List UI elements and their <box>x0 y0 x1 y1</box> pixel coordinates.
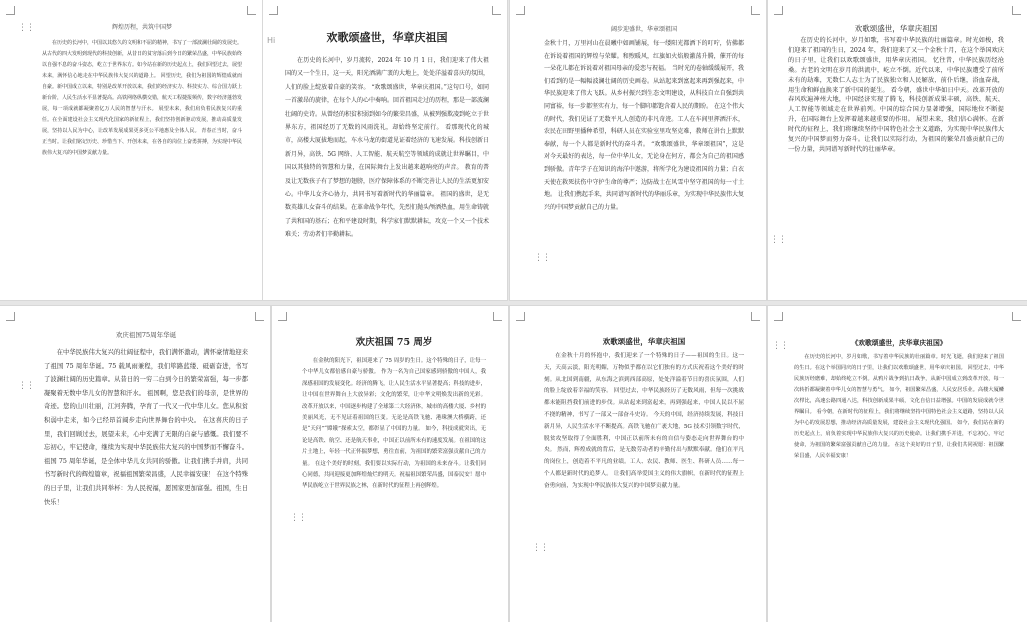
page-title[interactable]: 欢歌颂盛世，华章庆祖国 <box>602 337 686 346</box>
page-corner-mark <box>493 312 502 321</box>
page-corner-mark <box>492 6 501 15</box>
page-corner-mark <box>255 312 264 321</box>
page-title[interactable]: 欢庆祖国 75 周岁 <box>355 337 433 348</box>
page-title[interactable]: 欢歌颂盛世，华章庆祖国 <box>854 24 938 33</box>
page-body-text[interactable]: 在历史的长河中，岁月流转，2024 年 10 月 1 日，我们迎来了伟大祖国的又一个生日，这一天，阳光洒满广袤的大地上，处处洋溢着喜庆的氛围，人们的脸上绽放着自豪的笑容。 “欢歌颂盛世，华章庆祖国。”这句口号，如同一首激昂的旋律，在每个人的心中奏响。回首祖国走过的历程，那是一部波澜壮阔的史诗。从曾经的积贫积弱到如今的繁荣昌盛，从被列强欺凌到屹立于世界东方，祖国经历了无数的风雨洗礼，却始终坚定前行。 看那现代化的城市，高楼大厦拔地而起，车水马龙的街道见证着经济的飞速发展。科技创新日新月异，高铁、5G 网络、人工智能、航天航空等领域的成就让世界瞩目，中国以其独特的智慧和力量，在国际舞台上发出越来越响亮的声音。 教育的普及让无数孩子有了梦想的翅膀，医疗保障体系的不断完善让人民的生活更加安心。中华儿女齐心协力，共同书写着新时代的华丽篇章。 祖国的盛世，是无数英雄儿女奋斗的结果。在革命战争年代，先烈们抛头颅洒热血，用生命铸就了共和国的基石；在和平建设时期，科学家们默默耕耘，攻克一个又一个技术难关；劳动者们辛勤耕耘。 <box>285 57 489 239</box>
page-corner-mark <box>774 6 783 15</box>
document-page-7[interactable] <box>510 306 766 622</box>
page-title[interactable]: 欢歌颂盛世，华章庆祖国 <box>326 31 448 44</box>
page-corner-mark <box>1012 312 1021 321</box>
drag-handle-icon[interactable]: ⋮⋮ <box>532 543 548 553</box>
page-corner-mark <box>6 6 15 15</box>
page-body-text[interactable]: 在历史的长河中，中国以其悠久的文明和不屈的精神，书写了一部波澜壮阔的发展史。从古代的四大发明到现代的科技创新，从昔日的贫穷落后到今日的繁荣昌盛，中华民族始终以自强不息的奋斗姿态，屹立于世界东方。如今站在新的历史起点上，我们回望过去，展望未来，满怀信心地走在中华民族伟大复兴的道路上。 回望历史，我们为祖国的辉煌成就而自豪。新中国成立以来，特别是改革开放以来，我们的经济实力、科技实力、综合国力跃上新台阶，人民生活水平显著提高。高铁网络纵横交错，航天工程捷报频传，数字经济蓬勃发展，每一项成就都凝聚着亿万人民的智慧与汗水。 展望未来，我们肩负着民族复兴的重任。在全面建设社会主义现代化国家的新征程上，我们坚持创新驱动发展，推动高质量发展，坚持以人民为中心，让改革发展成果更多更公平地惠及全体人民。 青春正当时，奋斗正当时。让我们铭记历史、珍惜当下、开创未来，在各自的岗位上奋勇拼搏，为实现中华民族伟大复兴的中国梦贡献力量。 <box>42 40 242 156</box>
document-page-3[interactable] <box>510 0 766 300</box>
page-body-text[interactable]: 在历史的长河中，岁月如歌，书写着中华民族的壮丽篇章。时光如梭，我们迎来了祖国的生日，2024 年，我们迎来了又一个金秋十月，在这个举国欢庆的日子里，让我们以欢歌颂盛世，用华章庆祖国。 忆往昔，中华民族历经沧桑。古老的文明在岁月的洪流中，屹立不倒。近代以来，中华民族遭受了前所未有的劫难，无数仁人志士为了民族独立和人民解放，前仆后继，浴血奋战，用生命和鲜血换来了新中国的诞生。 看今朝，盛世中华如日中天。改革开放的春风吹遍神州大地，中国经济实现了腾飞，科技创新成果丰硕，高铁、航天、人工智能等领域走在世界前列。中国的综合国力显著增强，国际地位不断提升，在国际舞台上发挥着越来越重要的作用。 展望未来，我们信心满怀。在新时代的征程上，我们将继续坚持中国特色社会主义道路，为实现中华民族伟大复兴的中国梦而努力奋斗。让我们以实际行动，为祖国的繁荣昌盛贡献自己的一份力量，共同谱写新时代的壮丽华章。 <box>788 37 1004 153</box>
page-corner-mark <box>751 6 760 15</box>
document-page-5[interactable] <box>0 306 270 622</box>
page-corner-mark <box>278 312 287 321</box>
drag-handle-icon[interactable]: ⋮⋮ <box>770 235 786 245</box>
page-corner-mark <box>516 6 525 15</box>
paragraph-mark-icon: Hi <box>267 36 276 45</box>
document-page-6[interactable] <box>272 306 508 622</box>
page-corner-mark <box>6 312 15 321</box>
page-body-text[interactable]: 金秋十月，万里河山在晨曦中如画铺展，每一缕阳光都洒下的叮咛，仿佛都在诉说着祖国的辉煌与荣耀。和煦暖风，红旗如火焰般激荡升腾，催开的每一朵花儿都在诉说着对祖国母亲的爱恋与祝福。 当时光的卷轴缓缓展开，我们看到的是一幅幅波澜壮阔的历史画卷。从站起来到富起来再到强起来，中华民族迎来了伟大飞跃。从乡村振兴到生态文明建设，从科技自立自强到共同富裕，每一步都坚实有力，每一个脚印都饱含着人民的期盼。 在这个伟大的时代，我们见证了无数平凡人创造的非凡奇迹。工人在车间里挥洒汗水，农民在田野里播种希望，科研人员在实验室里攻坚克难，教师在讲台上默默奉献，每一个人都是新时代的奋斗者。 “欢歌颂盛世，华章颂祖国”，这是对今天最好的表达，每一位中华儿女，无论身在何方，都会为自己的祖国感到骄傲。青年学子在知识的海洋中遨游，将所学化为建设祖国的力量；白衣天使在救死扶伤中守护生命的尊严；边防战士在风雪中坚守祖国的每一寸土地。 让我们携起手来，共同谱写新时代的华丽乐章，为实现中华民族伟大复兴的中国梦贡献自己的力量。 <box>544 40 744 211</box>
page-body-text[interactable]: 在历史的长河中，岁月如歌，书写着中华民族的壮丽篇章。时光飞逝，我们迎来了祖国的生日。在这个举国同庆的日子里，让我们以欢歌颂盛世，用华章庆祖国。 回望过去，中华民族历经磨难，却始终屹立不倒。从鸦片战争到抗日战争，从新中国成立到改革开放，每一次转折都凝聚着中华儿女的智慧与勇气。 如今，祖国繁荣昌盛，人民安居乐业。高楼大厦鳞次栉比，高速公路四通八达，科技创新成果丰硕，文化自信日益增强。中国的发展成就令世界瞩目。 看今朝，在新时代的征程上，我们将继续坚持中国特色社会主义道路，坚持以人民为中心的发展思想，推动经济高质量发展，建设社会主义现代化强国。 如今，我们站在新的历史起点上，肩负着实现中华民族伟大复兴的历史使命。让我们携手并进，不忘初心，牢记使命，为祖国的繁荣富强贡献自己的力量。 在这个美好的日子里，让我们共同祝愿：祖国繁荣昌盛，人民幸福安康！ <box>794 354 1004 459</box>
drag-handle-icon[interactable]: ⋮⋮ <box>290 513 306 523</box>
document-page-2[interactable] <box>263 0 507 300</box>
page-title[interactable]: 《欢歌颂盛世，庆华章庆祖国》 <box>851 339 947 347</box>
drag-handle-icon[interactable]: ⋮⋮ <box>772 341 788 351</box>
page-corner-mark <box>751 312 760 321</box>
page-corner-mark <box>247 6 256 15</box>
document-page-8[interactable] <box>768 306 1027 622</box>
document-page-1[interactable] <box>0 0 262 300</box>
page-corner-mark <box>774 312 783 321</box>
page-corner-mark <box>516 312 525 321</box>
page-header: 欢庆祖国75周年华诞 <box>115 331 177 339</box>
drag-handle-icon[interactable]: ⋮⋮ <box>18 381 34 391</box>
page-body-text[interactable]: 在金秋十月的怀抱中，我们迎来了一个特殊的日子——祖国的生日。这一天，天高云淡，阳光明媚，万物似乎都在以它们独有的方式庆祝着这个美好的时刻。从北国到南疆，从东海之滨到西部高原，处处洋溢着节日的喜庆氛围，人们的脸上绽放着幸福的笑容。 回望过去，中华民族经历了无数风雨，但每一次挑战都未能阻挡我们前进的步伐。从站起来到富起来，再到强起来，中国人民以不屈不挠的精神，书写了一部又一部奋斗史诗。 今天的中国，经济持续发展，科技日新月异，人民生活水平不断提高。高铁飞驰在广袤大地，5G 技术引领数字时代，脱贫攻坚取得了全面胜利，中国正以前所未有的自信与姿态走向世界舞台的中央。 然而，辉煌成就的背后，是无数劳动者的辛勤付出与默默奉献。他们在平凡的岗位上，创造着不平凡的业绩。工人、农民、教师、医生、科研人员……每一个人都是新时代的追梦人。 让我们高举爱国主义的伟大旗帜，在新时代的征程上奋勇向前，为实现中华民族伟大复兴的中国梦贡献力量。 <box>544 353 744 489</box>
page-header: 辉煌历程，共筑中国梦 <box>111 24 172 31</box>
page-corner-mark <box>1012 6 1021 15</box>
page-corner-mark <box>269 6 278 15</box>
drag-handle-icon[interactable]: ⋮⋮ <box>534 253 550 263</box>
page-body-text[interactable]: 在中华民族伟大复兴的壮阔征程中，我们满怀激动，满怀豪情地迎来了祖国 75 周年华诞。75 载风雨兼程，我们筚路蓝缕、砥砺奋进，书写了波澜壮阔的历史篇章。从昔日的一穷二白到今日的繁荣富强，每一步都凝聚着无数中华儿女的智慧和汗水。 祖国啊，您是我们的母亲，是世界的奇迹。您的山川壮丽，江河奔腾，孕育了一代又一代中华儿女。您从积贫积弱中走来，如今已经昂首阔步走向世界舞台的中央。 在这喜庆的日子里，我们回顾过去，展望未来，心中充满了无限的自豪与感慨。我们要不忘初心，牢记使命，继续为实现中华民族伟大复兴的中国梦而不懈奋斗。 祖国 75 周年华诞，是全体中华儿女共同的骄傲。让我们携手并肩，共同书写新时代的辉煌篇章，祝福祖国繁荣昌盛，人民幸福安康！ 在这个特殊的日子里，让我们共同举杯：为人民祝福，愿国家更加富强。祖国，生日快乐！ <box>44 349 248 506</box>
document-page-4[interactable] <box>768 0 1027 300</box>
page-header: 阔步迎盛世，华章颂祖国 <box>610 26 677 33</box>
page-body-text[interactable]: 在金秋的阳光下，祖国迎来了 75 周岁的生日。这个特殊的日子，让每一个中华儿女都倍感自豪与骄傲。 作为一名为自己国家感到骄傲的中国人，我深感祖国的发展变化。经济的腾飞，让人民生活水平显著提高；科技的进步，让中国在世界舞台上大放异彩；文化的繁荣，让中华文明焕发出新的光彩。 改革开放以来，中国逐步构建了全球第二大经济体，城市的高楼大厦、乡村的美丽风光，无不见证着祖国的巨变。无论是高铁飞驰、港珠澳大桥横跨，还是“天问”“嫦娥”探索太空，都彰显了中国的力量。 如今，科技成就突出，无论是高铁、航空、还是航天事业，中国正以前所未有的速度发展。在祖国的这片土地上，年轻一代正怀揣梦想，勇往直前，为祖国的繁荣富强贡献自己的力量。 在这个美好的时刻，我们要以实际行动，为祖国的未来奋斗。让我们同心同德，共同迎接更加辉煌灿烂的明天。祝福祖国繁荣昌盛，国泰民安！愿中华民族屹立于世界民族之林，在新时代的征程上再创辉煌。 <box>302 358 486 490</box>
drag-handle-icon[interactable]: ⋮⋮ <box>18 23 34 33</box>
